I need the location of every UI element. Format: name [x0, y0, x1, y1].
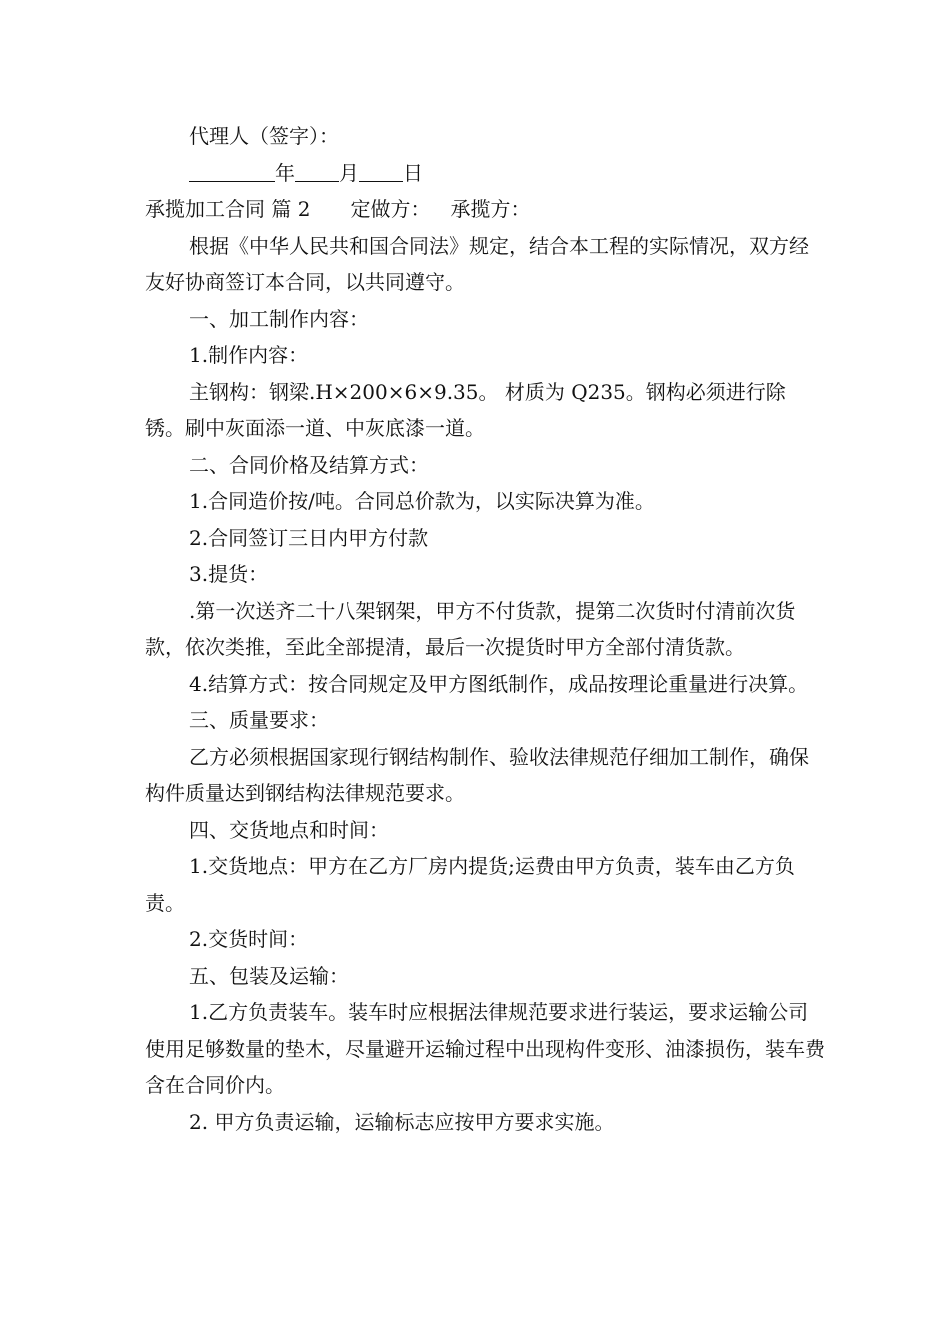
paragraph: 2.合同签订三日内甲方付款: [189, 525, 429, 550]
paragraph: 1.合同造价按/吨。合同总价款为，以实际决算为准。: [189, 489, 655, 513]
section-heading: 一、加工制作内容：: [189, 306, 369, 331]
day-label: 日: [403, 160, 423, 185]
contract-title: 承揽加工合同 篇 2: [145, 197, 311, 221]
agent-signature-label: 代理人（签字）：: [189, 124, 339, 148]
paragraph: 主钢构：钢梁.H×200×6×9.35。 材质为 Q235。钢构必须进行除锈。刷中灰面添一道、中灰底漆一道。: [145, 379, 786, 440]
section-heading: 四、交货地点和时间：: [189, 817, 389, 842]
paragraph: 根据《中华人民共和国合同法》规定，结合本工程的实际情况，双方经友好协商签订本合同，以共同遵守。: [145, 233, 809, 294]
paragraph: 2. 甲方负责运输，运输标志应按甲方要求实施。: [189, 1109, 615, 1134]
year-blank: [189, 157, 275, 182]
agent-signature-line: [145, 118, 825, 155]
date-line: [145, 155, 825, 192]
month-blank: [295, 157, 339, 182]
section-heading: 二、合同价格及结算方式：: [189, 452, 429, 477]
paragraph: .第一次送齐二十八架钢架，甲方不付货款，提第二次货时付清前次货款，依次类推，至此全部提清，最后一次提货时甲方全部付清货款。: [145, 598, 796, 659]
paragraph: 3.提货：: [189, 562, 269, 586]
paragraph: 4.结算方式：按合同规定及甲方图纸制作，成品按理论重量进行决算。: [189, 671, 809, 696]
year-label: 年: [275, 160, 295, 185]
paragraph: 1.乙方负责装车。装车时应根据法律规范要求进行装运，要求运输公司使用足够数量的垫木，尽量避开运输过程中出现构件变形、油漆损伤，装车费含在合同价内。: [145, 1000, 825, 1097]
paragraph: 1.制作内容：: [189, 343, 309, 367]
contract-title-line: [145, 191, 825, 228]
paragraph: 2.交货时间：: [189, 927, 309, 951]
month-label: 月: [339, 160, 359, 185]
section-heading: 五、包装及运输：: [189, 963, 349, 988]
section-heading: 三、质量要求：: [189, 708, 329, 732]
paragraph: 1.交货地点：甲方在乙方厂房内提货;运费由甲方负责，装车由乙方负责。: [145, 854, 795, 915]
day-blank: [359, 157, 403, 182]
document-body: [145, 118, 825, 1140]
party-b-label: 承揽方：: [450, 197, 531, 221]
party-a-label: 定做方：: [350, 197, 431, 221]
paragraph: 乙方必须根据国家现行钢结构制作、验收法律规范仔细加工制作，确保构件质量达到钢结构法律规范要求。: [145, 744, 809, 805]
